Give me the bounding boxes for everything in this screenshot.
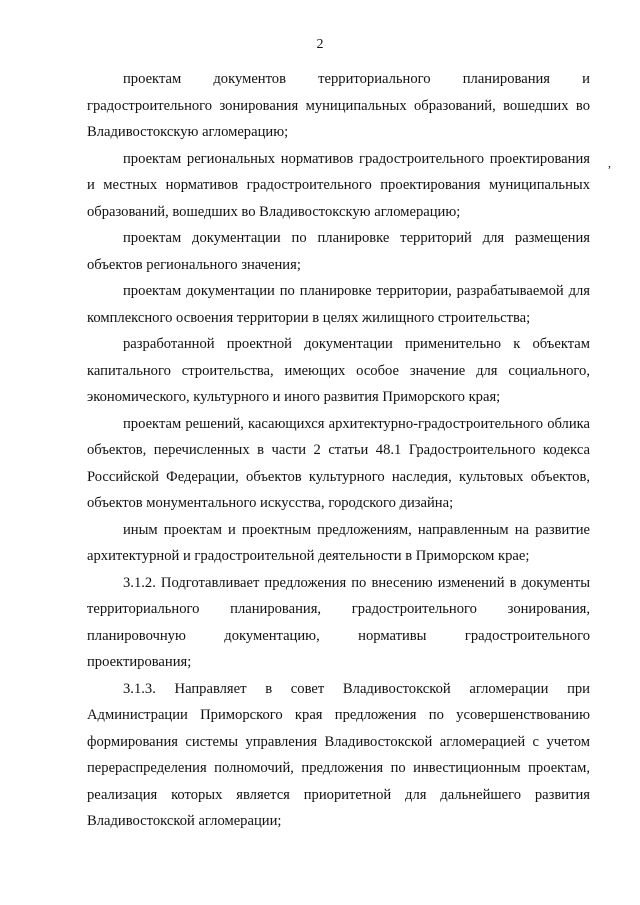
paragraph: иным проектам и проектным предложениям, направленным на развитие архитектурной и градостроительной деятельности в Приморском крае; (87, 521, 590, 564)
margin-mark: , (608, 156, 611, 170)
paragraph: проектам документации по планировке территорий для размещения объектов регионального значения; (87, 230, 590, 273)
document-body (87, 66, 590, 835)
paragraph: разработанной проектной документации применительно к объектам капитального строительства, имеющих особое значение для социального, экономического, культурного и иного развития Приморского края; (87, 336, 590, 405)
paragraph: проектам документации по планировке территории, разрабатываемой для комплексного освоения территории в целях жилищного строительства; (87, 283, 590, 326)
paragraph: проектам региональных нормативов градостроительного проектирования и местных нормативов градостроительного проектирования муниципальных образований, вошедших во Владивостокскую агломерацию; (87, 150, 590, 220)
page-number: 2 (316, 37, 324, 52)
paragraph-section-3-1-3: 3.1.3. Направляет в совет Владивостокской агломерации при Администрации Приморского края предложения по усовершенствованию формирования системы управления Владивостокской агломерацией с учетом перераспределения полномочий, предложения по инвестиционным проектам, реализация которых является приоритетной для дальнейшего развития Владивостокской агломерации; (87, 680, 590, 829)
paragraph-section-3-1-2: 3.1.2. Подготавливает предложения по внесению изменений в документы территориального планирования, градостроительного зонирования, планировочную документацию, нормативы градостроительного проектирования; (87, 574, 590, 670)
paragraph: проектам решений, касающихся архитектурно-градостроительного облика объектов, перечисленных в части 2 статьи 48.1 Градостроительного кодекса Российской Федерации, объектов культурного наследия, культовых объектов, объектов монументального искусства, городского дизайна; (87, 415, 590, 511)
paragraph: проектам документов территориального планирования и градостроительного зонирования муниципальных образований, вошедших во Владивостокскую агломерацию; (87, 71, 590, 140)
